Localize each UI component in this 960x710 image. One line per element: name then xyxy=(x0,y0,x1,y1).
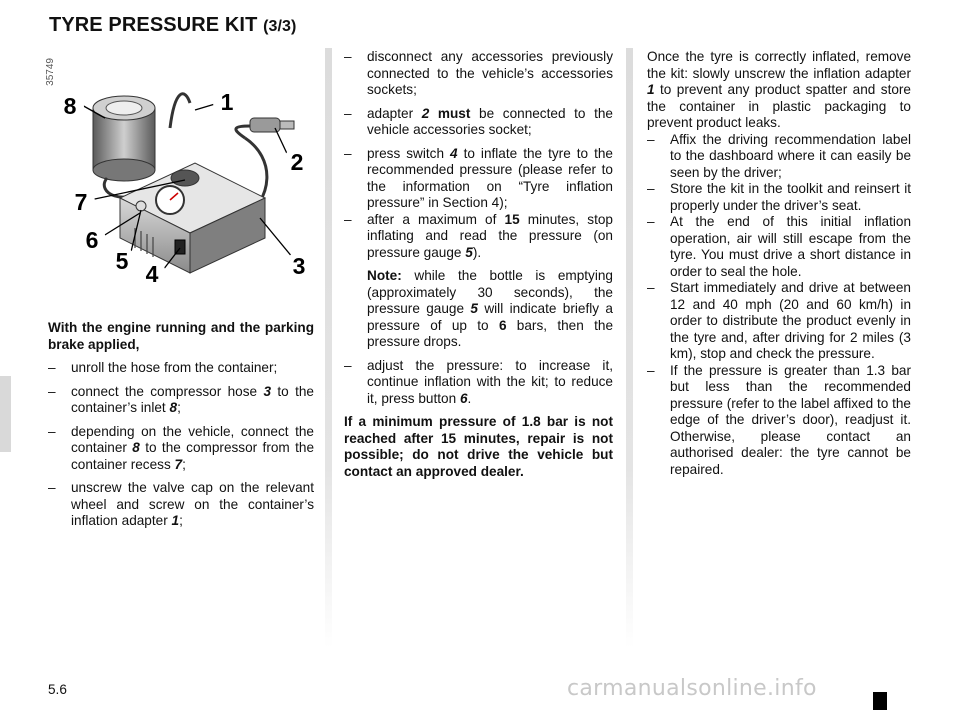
part-ref: 2 xyxy=(421,105,430,121)
step-list-2 xyxy=(344,49,613,261)
callout-2: 2 xyxy=(283,148,311,176)
page-number: 5.6 xyxy=(48,682,67,697)
list-item: – after a maximum of 15 minutes, stop inflating and read the pressure (on pressure gauge 5). xyxy=(344,212,613,262)
list-item: – disconnect any accessories previously connected to the vehicle’s accessories sockets; xyxy=(344,49,613,99)
callout-8: 8 xyxy=(56,92,84,120)
callout-7: 7 xyxy=(67,188,95,216)
column-divider xyxy=(626,48,633,648)
tyre-kit-illustration xyxy=(45,48,320,296)
callout-4: 4 xyxy=(138,260,166,288)
list-item: – unroll the hose from the container; xyxy=(48,360,314,377)
list-item: – connect the compressor hose 3 to the container’s inlet 8; xyxy=(48,384,314,417)
watermark: carmanualsonline.info xyxy=(567,676,817,701)
part-ref: 4 xyxy=(450,145,458,161)
list-item: – unscrew the valve cap on the relevant wheel and screw on the container’s inflation adapter 1; xyxy=(48,480,314,530)
callout-5: 5 xyxy=(108,247,136,275)
title-part: (3/3) xyxy=(263,18,297,35)
list-item: – Store the kit in the toolkit and reinsert it properly under the driver’s seat. xyxy=(647,181,911,214)
part-ref: 8 xyxy=(132,440,140,455)
title-text: TYRE PRESSURE KIT xyxy=(49,14,258,36)
callout-3: 3 xyxy=(285,252,313,280)
part-ref: 3 xyxy=(263,383,272,399)
part-ref: 5 xyxy=(465,244,473,260)
callout-1: 1 xyxy=(213,88,241,116)
column-divider xyxy=(325,48,332,648)
step-list-1 xyxy=(48,360,314,530)
list-item: – Start immediately and drive at between 12 and 40 mph (20 and 60 km/h) in order to distribute the product evenly in the tyre and, after driving for 2 miles (3 km), stop and check the pressure. xyxy=(647,280,911,363)
sealant-container xyxy=(93,96,155,181)
section-tab xyxy=(0,376,11,452)
list-item: – At the end of this initial inflation operation, air will still escape from the tyre. You must drive a short distance in order to seal the hole. xyxy=(647,214,911,280)
compressor-drawing xyxy=(45,48,320,296)
deflate-button xyxy=(136,201,146,211)
list-item: – If the pressure is greater than 1.3 bar but less than the recommended pressure (refer to the label affixed to the edge of the driver’s door), readjust it. Otherwise, please contact an authorised dealer: the tyre cannot be repaired. xyxy=(647,363,911,479)
part-ref: 5 xyxy=(470,301,478,316)
corner-mark xyxy=(873,692,887,710)
instructions-intro: With the engine running and the parking brake applied, xyxy=(48,320,314,352)
warning-paragraph: If a minimum pressure of 1.8 bar is not reached after 15 minutes, repair is not possible; do not drive the vehicle but contact an approved dealer. xyxy=(344,414,613,479)
accessory-plug xyxy=(250,118,294,132)
list-item: – Affix the driving recommendation label to the dashboard where it can easily be seen by the driver; xyxy=(647,132,911,182)
part-ref: 1 xyxy=(171,513,180,528)
column-2 xyxy=(344,49,613,487)
part-ref: 8 xyxy=(169,400,178,415)
list-item: – press switch 4 to inflate the tyre to the recommended pressure (please refer to the information on “Tyre inflation pressure” in Section 4); xyxy=(344,146,613,212)
after-inflation-paragraph: Once the tyre is correctly inflated, remove the kit: slowly unscrew the inflation adapter 1 to prevent any product spatter and store the container in plastic packaging to prevent product leaks. xyxy=(647,49,911,130)
page-title xyxy=(49,14,296,37)
step-list-4 xyxy=(647,132,911,479)
column-1 xyxy=(48,320,314,537)
figure-reference: 35749 xyxy=(45,58,56,86)
callout-6: 6 xyxy=(78,226,106,254)
list-item: – adjust the pressure: to increase it, continue inflation with the kit; to reduce it, press button 6. xyxy=(344,358,613,408)
part-ref: 6 xyxy=(459,390,468,406)
part-ref: 1 xyxy=(647,82,655,97)
note-paragraph: Note: while the bottle is emptying (approximately 30 seconds), the pressure gauge 5 will indicate briefly a pressure of up to 6 bars, then the pressure drops. xyxy=(367,268,614,349)
list-item: – adapter 2 must be connected to the vehicle accessories socket; xyxy=(344,106,613,139)
step-list-3 xyxy=(344,358,613,408)
list-item: – depending on the vehicle, connect the container 8 to the compressor from the container recess 7; xyxy=(48,424,314,474)
column-3 xyxy=(647,49,911,478)
part-ref: 7 xyxy=(174,456,183,472)
